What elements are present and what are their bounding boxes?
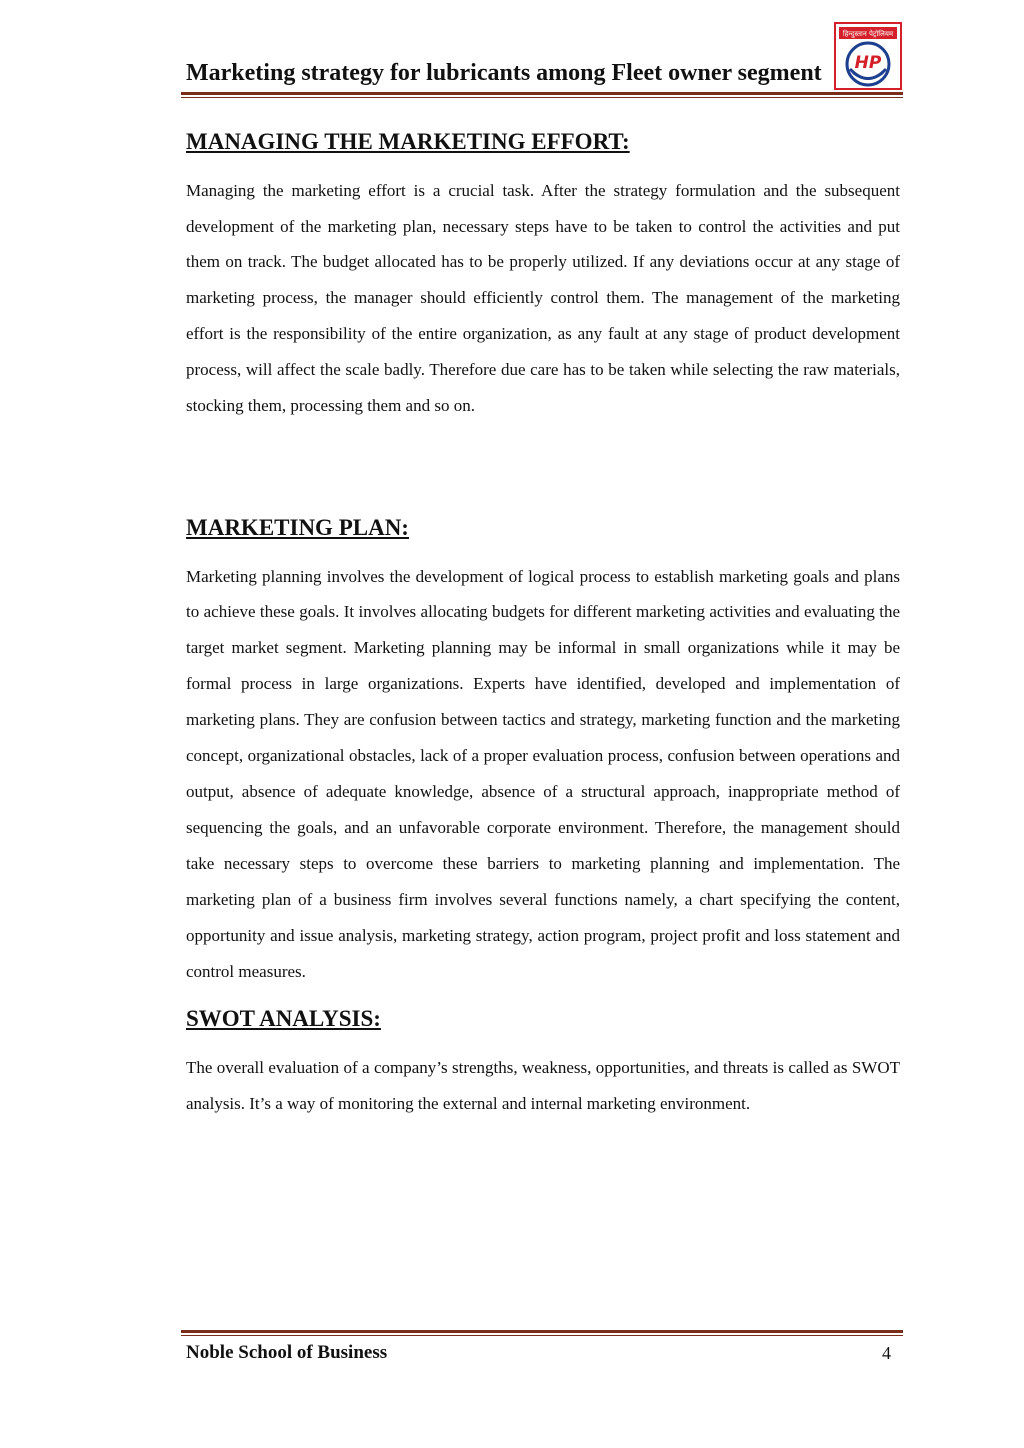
footer-rule	[181, 1330, 903, 1333]
footer-rule-thin	[181, 1335, 903, 1336]
hp-logo-icon	[834, 22, 902, 90]
logo-devanagari-text: हिन्दुस्तान पेट्रोलियम	[842, 30, 894, 38]
logo-brand-text: HP	[854, 53, 882, 73]
section-heading-marketing-plan: MARKETING PLAN:	[186, 514, 409, 540]
header-rule-thin	[181, 97, 903, 98]
section-body-marketing-plan: Marketing planning involves the development of logical process to establish marketing goals and plans to achieve these goals. It involves allocating budgets for different marketing activities and evaluating the target market segment. Marketing planning may be informal in small organizations while it may be formal process in large organizations. Experts have identified, developed and implementation of marketing plans. They are confusion between tactics and strategy, marketing function and the marketing concept, organizational obstacles, lack of a proper evaluation process, confusion between operations and output, absence of adequate knowledge, absence of a structural approach, inappropriate method of sequencing the goals, and an unfavorable corporate environment. Therefore, the management should take necessary steps to overcome these barriers to marketing planning and implementation. The marketing plan of a business firm involves several functions namely, a chart specifying the content, opportunity and issue analysis, marketing strategy, action program, project profit and loss statement and control measures.	[186, 566, 900, 981]
section-heading-managing-effort: MANAGING THE MARKETING EFFORT:	[186, 129, 630, 154]
hp-logo	[834, 22, 902, 90]
footer-institution: Noble School of Business	[186, 1342, 388, 1363]
page-body	[186, 122, 900, 1122]
section-heading-swot-analysis: SWOT ANALYSIS:	[186, 1006, 381, 1032]
page-number: 4	[882, 1343, 891, 1363]
section-body-swot-analysis: The overall evaluation of a company’s strengths, weakness, opportunities, and threats is called as SWOT analysis. It’s a way of monitoring the external and internal marketing environment.	[186, 1058, 900, 1113]
header-title: Marketing strategy for lubricants among Fleet owner segment	[186, 60, 822, 86]
header-rule	[181, 92, 903, 95]
section-body-managing-effort: Managing the marketing effort is a crucial task. After the strategy formulation and the subsequent development of the marketing plan, necessary steps have to be taken to control the activities and put them on track. The budget allocated has to be properly utilized. If any deviations occur at any stage of marketing process, the manager should efficiently control them. The management of the marketing effort is the responsibility of the entire organization, as any fault at any stage of product development process, will affect the scale badly. Therefore due care has to be taken while selecting the raw materials, stocking them, processing them and so on.	[186, 180, 900, 416]
